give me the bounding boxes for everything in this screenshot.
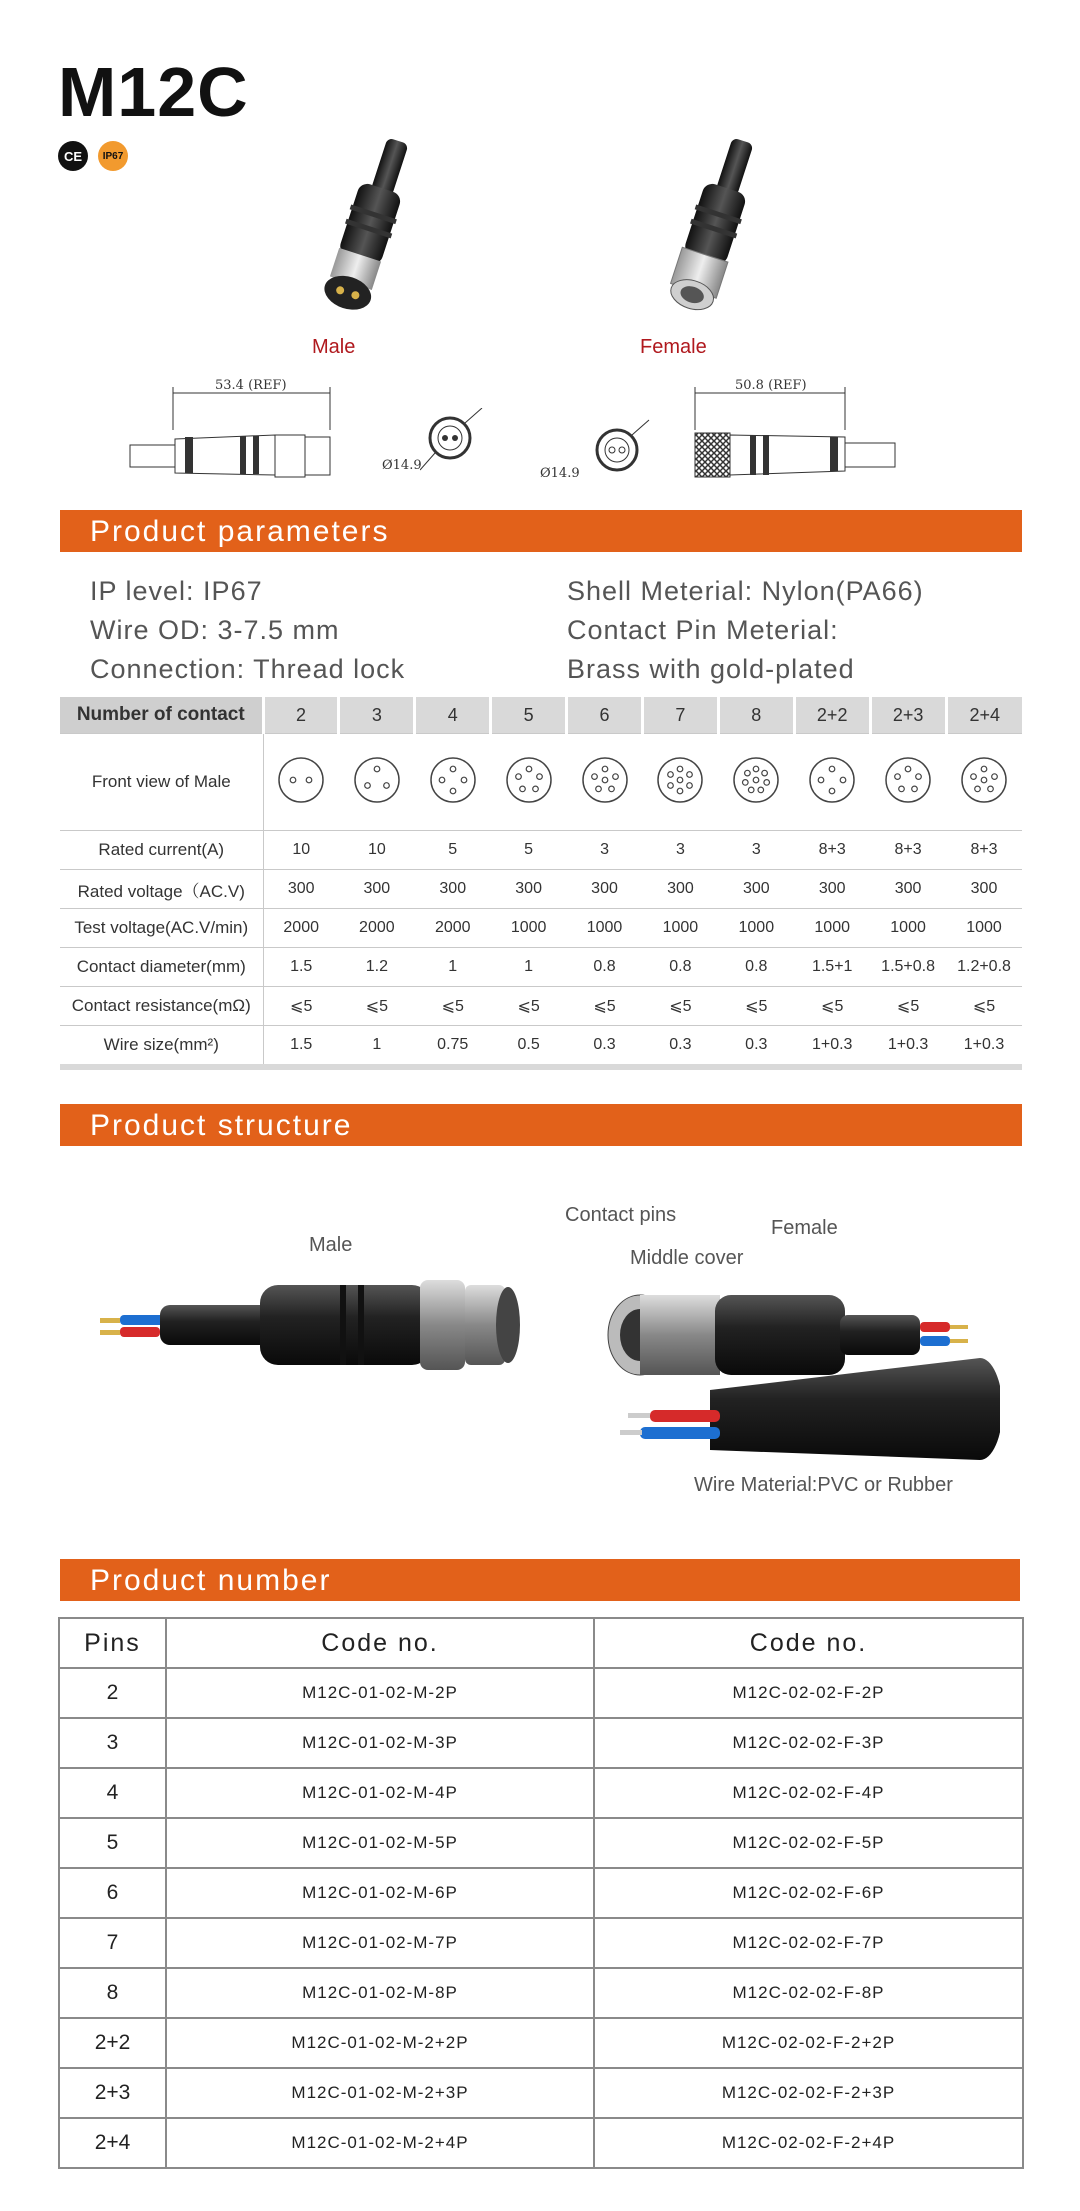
spec-cell: 10 (263, 831, 339, 870)
female-code-cell: M12C-02-02-F-2+3P (594, 2068, 1023, 2118)
pin-layout-icon (579, 754, 631, 806)
front-view-cell (263, 734, 339, 831)
section-bar-structure (60, 1104, 1022, 1146)
contact-header: 2 (263, 697, 339, 734)
male-connector-image (280, 130, 450, 330)
spec-cell: 3 (718, 831, 794, 870)
table-row (59, 1918, 1023, 1968)
table-row (59, 2018, 1023, 2068)
spec-cell: ⩽5 (491, 987, 567, 1026)
spec-cell: 1.5+1 (794, 948, 870, 987)
male-image-label: Male (312, 336, 356, 358)
spec-cell: 1 (415, 948, 491, 987)
female-code-cell: M12C-02-02-F-6P (594, 1868, 1023, 1918)
spec-cell: 2000 (415, 909, 491, 948)
pin-layout-icon (427, 754, 479, 806)
product-number-header-row (59, 1618, 1023, 1668)
pins-cell: 2 (59, 1668, 166, 1718)
contact-header: 2+2 (794, 697, 870, 734)
spec-row (60, 1026, 1022, 1068)
table-row (59, 1968, 1023, 2018)
male-code-cell: M12C-01-02-M-2P (166, 1668, 594, 1718)
product-number-table (58, 1617, 1024, 2169)
pins-cell: 7 (59, 1918, 166, 1968)
male-code-cell: M12C-01-02-M-3P (166, 1718, 594, 1768)
pin-layout-icon (503, 754, 555, 806)
param-pin-material: Contact Pin Meterial: (567, 615, 839, 645)
spec-cell: 1000 (870, 909, 946, 948)
male-diameter-dimension: Ø14.9 (382, 458, 422, 473)
spec-cell: 5 (491, 831, 567, 870)
section-title: Product number (90, 1564, 332, 1597)
spec-cell: ⩽5 (642, 987, 718, 1026)
female-code-cell: M12C-02-02-F-4P (594, 1768, 1023, 1818)
pin-layout-icon (654, 754, 706, 806)
spec-row-label: Wire size(mm²) (60, 1026, 263, 1068)
spec-cell: 10 (339, 831, 415, 870)
contact-header: 4 (415, 697, 491, 734)
section-bar-number (60, 1559, 1020, 1601)
spec-cell: 1.2 (339, 948, 415, 987)
pin-layout-icon (806, 754, 858, 806)
spec-cell: 1000 (718, 909, 794, 948)
structure-female-label: Female (771, 1217, 838, 1239)
spec-cell: 300 (718, 870, 794, 909)
spec-cell: 300 (870, 870, 946, 909)
table-row (59, 2068, 1023, 2118)
spec-header-row (60, 697, 1022, 734)
spec-cell: 0.5 (491, 1026, 567, 1068)
male-code-cell: M12C-01-02-M-2+2P (166, 2018, 594, 2068)
pins-cell: 4 (59, 1768, 166, 1818)
pins-cell: 8 (59, 1968, 166, 2018)
spec-cell: 8+3 (794, 831, 870, 870)
page-title: M12C (58, 53, 249, 131)
female-code-cell: M12C-02-02-F-7P (594, 1918, 1023, 1968)
spec-cell: 5 (415, 831, 491, 870)
female-connector-image (625, 130, 795, 330)
structure-middle-cover-label: Middle cover (630, 1247, 744, 1269)
spec-cell: ⩽5 (567, 987, 643, 1026)
contact-header: 7 (642, 697, 718, 734)
pin-layout-icon (730, 754, 782, 806)
spec-row (60, 831, 1022, 870)
contact-header: 8 (718, 697, 794, 734)
spec-cell: 1000 (794, 909, 870, 948)
spec-cell: ⩽5 (794, 987, 870, 1026)
pins-cell: 2+4 (59, 2118, 166, 2168)
table-row (59, 1768, 1023, 1818)
male-length-dimension: 53.4 (REF) (215, 378, 287, 393)
structure-male-label: Male (309, 1234, 353, 1256)
table-row (59, 2118, 1023, 2168)
spec-row (60, 948, 1022, 987)
spec-row-label: Rated current(A) (60, 831, 263, 870)
spec-cell: 300 (946, 870, 1022, 909)
front-view-cell (567, 734, 643, 831)
spec-cell: 3 (642, 831, 718, 870)
spec-cell: 300 (415, 870, 491, 909)
pin-layout-icon (275, 754, 327, 806)
contact-header: 5 (491, 697, 567, 734)
section-title: Product structure (90, 1109, 353, 1142)
table-row (59, 1868, 1023, 1918)
pins-cell: 2+2 (59, 2018, 166, 2068)
spec-cell: 2000 (263, 909, 339, 948)
table-row (59, 1818, 1023, 1868)
spec-cell: 1+0.3 (794, 1026, 870, 1068)
spec-cell: 8+3 (946, 831, 1022, 870)
spec-cell: 0.3 (718, 1026, 794, 1068)
section-title: Product parameters (90, 515, 390, 548)
spec-cell: 1000 (567, 909, 643, 948)
spec-cell: ⩽5 (870, 987, 946, 1026)
contact-header: 2+4 (946, 697, 1022, 734)
spec-cell: ⩽5 (946, 987, 1022, 1026)
table-row (59, 1668, 1023, 1718)
table-row (59, 1718, 1023, 1768)
spec-cell: 0.75 (415, 1026, 491, 1068)
spec-cell: 300 (263, 870, 339, 909)
param-pin-plating: Brass with gold-plated (567, 654, 855, 684)
female-length-dimension: 50.8 (REF) (735, 378, 807, 393)
contact-header: 2+3 (870, 697, 946, 734)
male-code-cell: M12C-01-02-M-2+4P (166, 2118, 594, 2168)
spec-cell: 1000 (642, 909, 718, 948)
spec-cell: 0.8 (642, 948, 718, 987)
spec-cell: 300 (642, 870, 718, 909)
front-view-cell (870, 734, 946, 831)
spec-cell: 1+0.3 (946, 1026, 1022, 1068)
spec-cell: 300 (491, 870, 567, 909)
front-view-cell (415, 734, 491, 831)
female-image-label: Female (640, 336, 707, 358)
spec-cell: 1.5 (263, 948, 339, 987)
male-code-cell: M12C-01-02-M-5P (166, 1818, 594, 1868)
spec-row (60, 870, 1022, 909)
pin-layout-icon (958, 754, 1010, 806)
spec-cell: ⩽5 (339, 987, 415, 1026)
param-ip-level: IP level: IP67 (90, 576, 263, 606)
spec-cell: 1.5 (263, 1026, 339, 1068)
header-pins: Pins (59, 1618, 166, 1668)
spec-cell: 8+3 (870, 831, 946, 870)
front-view-cell (794, 734, 870, 831)
spec-cell: 0.8 (567, 948, 643, 987)
spec-cell: 0.3 (567, 1026, 643, 1068)
female-code-cell: M12C-02-02-F-2+4P (594, 2118, 1023, 2168)
front-view-cell (718, 734, 794, 831)
front-view-cell (339, 734, 415, 831)
spec-cell: 1 (339, 1026, 415, 1068)
front-view-cell (491, 734, 567, 831)
spec-row (60, 909, 1022, 948)
pins-cell: 5 (59, 1818, 166, 1868)
spec-header-label: Number of contact (60, 697, 263, 734)
male-code-cell: M12C-01-02-M-4P (166, 1768, 594, 1818)
female-code-cell: M12C-02-02-F-8P (594, 1968, 1023, 2018)
spec-cell: 300 (567, 870, 643, 909)
spec-cell: ⩽5 (263, 987, 339, 1026)
spec-cell: ⩽5 (718, 987, 794, 1026)
structure-wire-material-label: Wire Material:PVC or Rubber (694, 1474, 953, 1496)
spec-cell: 300 (794, 870, 870, 909)
spec-cell: 0.3 (642, 1026, 718, 1068)
spec-cell: 1 (491, 948, 567, 987)
female-face-drawing (585, 418, 655, 488)
contact-header: 6 (567, 697, 643, 734)
female-code-cell: M12C-02-02-F-2P (594, 1668, 1023, 1718)
pins-cell: 2+3 (59, 2068, 166, 2118)
spec-cell: 300 (339, 870, 415, 909)
spec-row-label: Contact resistance(mΩ) (60, 987, 263, 1026)
pins-cell: 3 (59, 1718, 166, 1768)
spec-row (60, 987, 1022, 1026)
param-shell-material: Shell Meterial: Nylon(PA66) (567, 576, 924, 606)
female-diameter-dimension: Ø14.9 (540, 466, 580, 481)
female-code-cell: M12C-02-02-F-5P (594, 1818, 1023, 1868)
section-bar-parameters (60, 510, 1022, 552)
front-view-label: Front view of Male (60, 734, 263, 831)
female-code-cell: M12C-02-02-F-3P (594, 1718, 1023, 1768)
spec-table (60, 697, 1022, 1070)
pin-layout-icon (351, 754, 403, 806)
male-code-cell: M12C-01-02-M-6P (166, 1868, 594, 1918)
header-code-female: Code no. (594, 1618, 1023, 1668)
ip67-badge-icon: IP67 (98, 141, 128, 171)
spec-row-label: Test voltage(AC.V/min) (60, 909, 263, 948)
front-view-cell (642, 734, 718, 831)
spec-cell: 3 (567, 831, 643, 870)
spec-cell: 1.5+0.8 (870, 948, 946, 987)
spec-row-label: Contact diameter(mm) (60, 948, 263, 987)
male-face-drawing (420, 408, 490, 478)
contact-header: 3 (339, 697, 415, 734)
front-view-cell (946, 734, 1022, 831)
spec-row-label: Rated voltage（AC.V) (60, 870, 263, 909)
pins-cell: 6 (59, 1868, 166, 1918)
spec-cell: 1.2+0.8 (946, 948, 1022, 987)
front-view-row (60, 734, 1022, 831)
spec-cell: ⩽5 (415, 987, 491, 1026)
spec-cell: 1000 (491, 909, 567, 948)
ce-mark-icon: CE (58, 141, 88, 171)
spec-cell: 1000 (946, 909, 1022, 948)
male-structure-image (90, 1250, 550, 1400)
pin-layout-icon (882, 754, 934, 806)
male-code-cell: M12C-01-02-M-7P (166, 1918, 594, 1968)
male-code-cell: M12C-01-02-M-8P (166, 1968, 594, 2018)
structure-contact-pins-label: Contact pins (565, 1204, 677, 1226)
female-structure-image (600, 1270, 1000, 1470)
spec-cell: 0.8 (718, 948, 794, 987)
male-code-cell: M12C-01-02-M-2+3P (166, 2068, 594, 2118)
female-code-cell: M12C-02-02-F-2+2P (594, 2018, 1023, 2068)
param-wire-od: Wire OD: 3-7.5 mm (90, 615, 340, 645)
param-connection: Connection: Thread lock (90, 654, 406, 684)
spec-cell: 2000 (339, 909, 415, 948)
spec-cell: 1+0.3 (870, 1026, 946, 1068)
header-code-male: Code no. (166, 1618, 594, 1668)
